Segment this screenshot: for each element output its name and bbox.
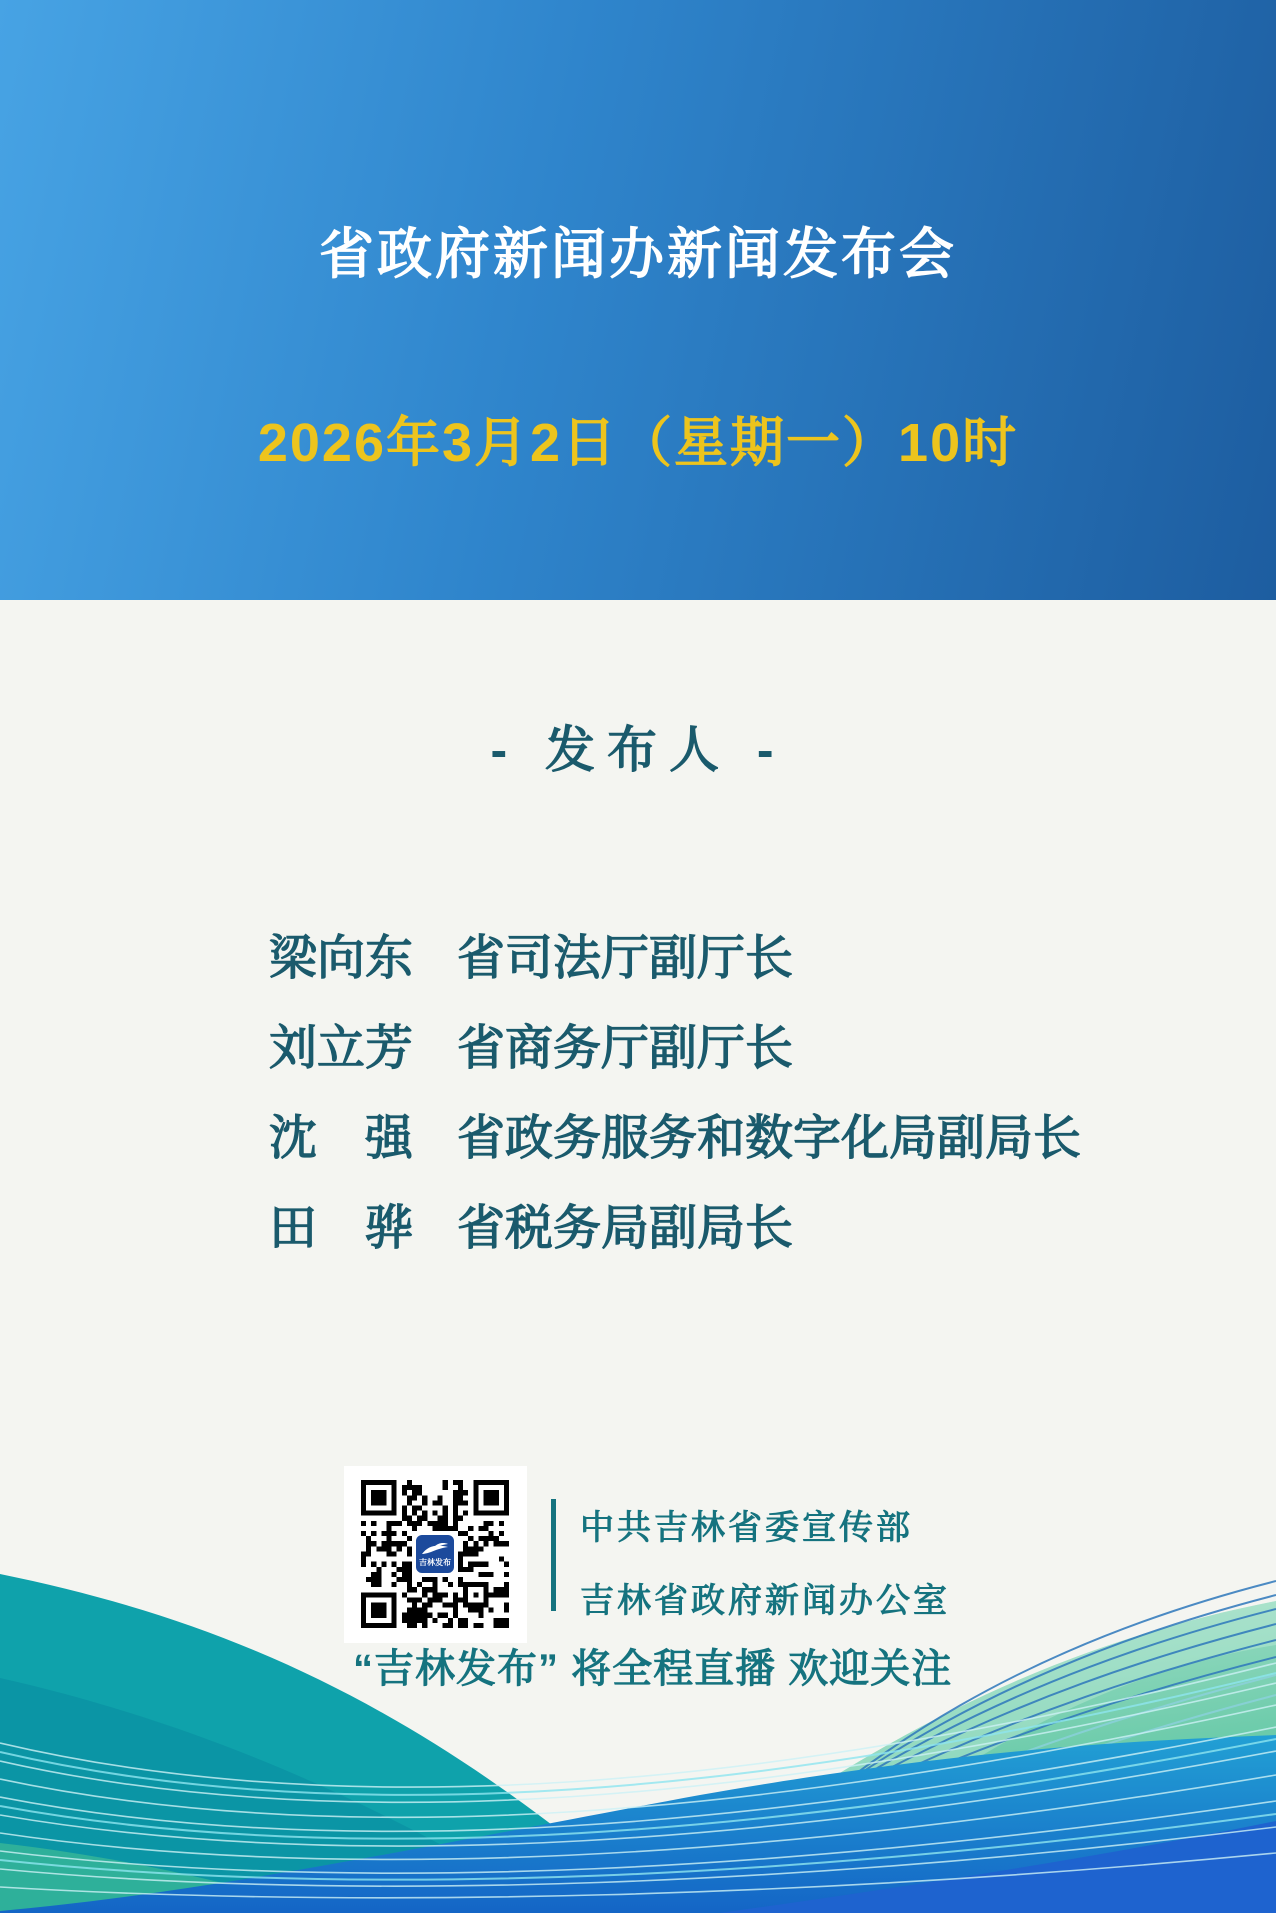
presenter-title: 省政务服务和数字化局副局长 bbox=[457, 1111, 1082, 1165]
swallow-icon bbox=[420, 1542, 450, 1558]
event-datetime: 2026年3月2日（星期一）10时 bbox=[257, 413, 1019, 473]
presenter-name: 田 骅 bbox=[269, 1201, 414, 1255]
poster-title: 省政府新闻办新闻发布会 bbox=[318, 223, 957, 285]
jilin-fabu-logo bbox=[414, 1533, 456, 1575]
presenter-name: 沈 强 bbox=[269, 1111, 414, 1165]
wave-decoration bbox=[0, 1493, 1276, 1913]
presenter-name: 梁向东 bbox=[269, 931, 414, 985]
presenter-row bbox=[269, 908, 1081, 998]
presenter-row bbox=[269, 1088, 1081, 1178]
presenter-title: 省商务厅副厅长 bbox=[457, 1021, 794, 1075]
presenter-title: 省税务局副局长 bbox=[457, 1201, 794, 1255]
org-line-2: 吉林省政府新闻办公室 bbox=[580, 1582, 950, 1620]
presenter-title: 省司法厅副厅长 bbox=[457, 931, 794, 985]
presenter-name: 刘立芳 bbox=[269, 1021, 414, 1075]
qr-logo-label: 吉林发布 bbox=[419, 1557, 451, 1567]
qr-code-container bbox=[344, 1466, 527, 1643]
live-broadcast-notice: “吉林发布” 将全程直播 欢迎关注 bbox=[353, 1647, 953, 1691]
org-line-1: 中共吉林省委宣传部 bbox=[580, 1509, 913, 1547]
header-banner bbox=[0, 0, 1276, 600]
presenters-heading: - 发布人 - bbox=[490, 722, 786, 778]
presenter-list bbox=[269, 908, 1081, 1268]
presenter-row bbox=[269, 998, 1081, 1088]
vertical-divider bbox=[551, 1499, 556, 1611]
presenter-row bbox=[269, 1178, 1081, 1268]
